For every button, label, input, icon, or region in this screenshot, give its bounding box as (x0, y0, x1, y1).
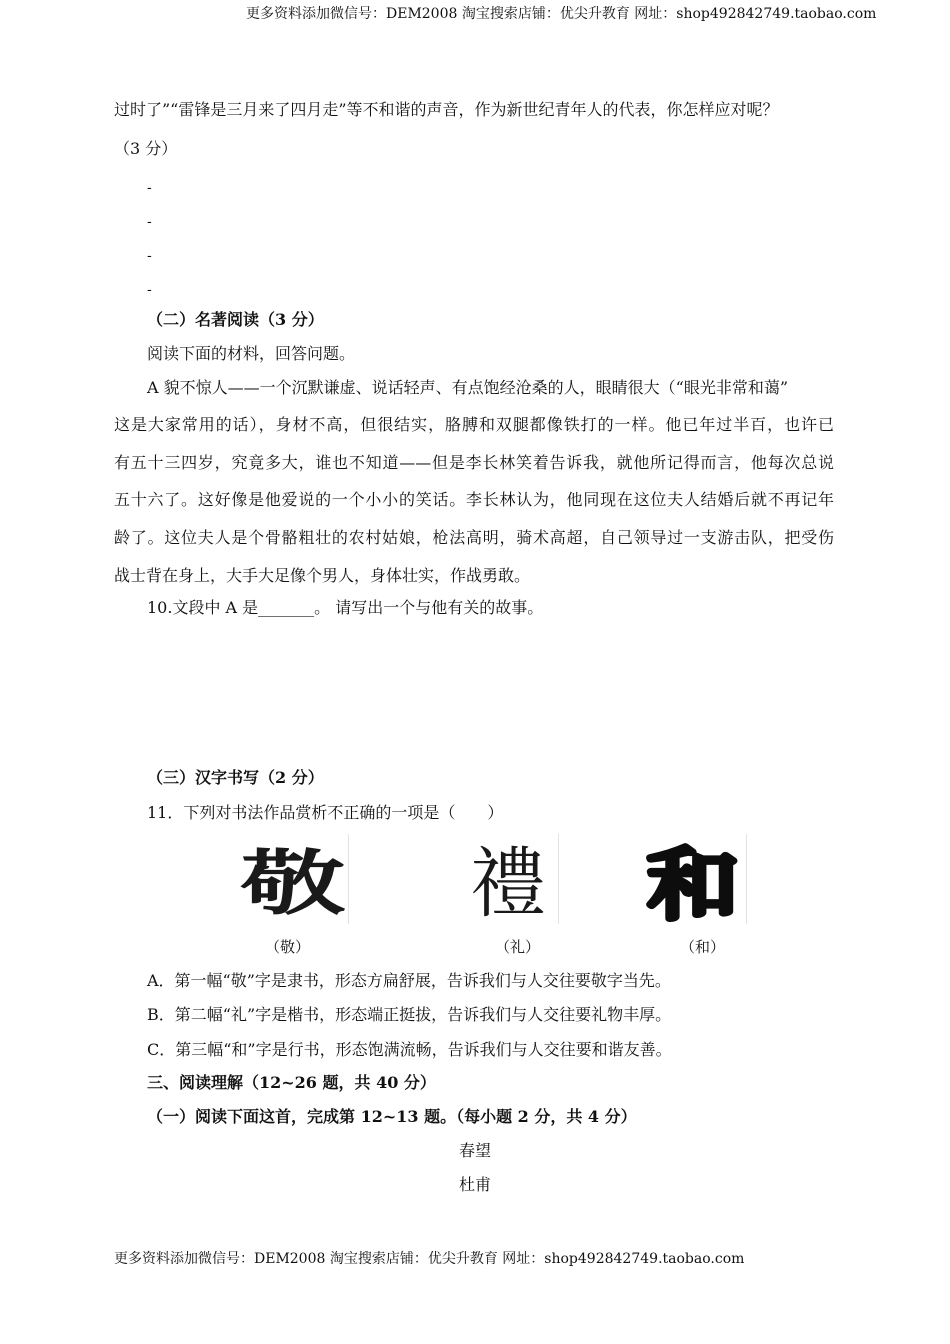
passage-line: 龄了。这位夫人是个骨骼粗壮的农村姑娘，枪法高明，骑术高超，自己领导过一支游击队，把受伤 (114, 528, 834, 547)
section-heading-calligraphy: （三）汉字书写（2 分） (147, 768, 324, 787)
passage-line: 有五十三四岁，究竟多大，谁也不知道——但是李长林笑着告诉我，就他所记得而言，他每次总说 (114, 453, 834, 472)
calligraphy-glyph: 和 (647, 840, 739, 924)
q9-score: （3 分） (114, 139, 178, 158)
part-heading-reading: 三、阅读理解（12~26 题，共 40 分） (147, 1073, 436, 1092)
answer-line: - (147, 248, 152, 264)
caption-li: （礼） (495, 938, 541, 956)
answer-line: - (147, 214, 152, 230)
poem-author: 杜甫 (459, 1175, 492, 1194)
answer-line: - (147, 282, 152, 298)
passage-line: 战士背在身上，大手大足像个男人，身体壮实，作战勇敢。 (114, 566, 531, 585)
poem-title: 春望 (459, 1141, 492, 1160)
question-10: 10.文段中 A 是_______。 请写出一个与他有关的故事。 (147, 598, 544, 617)
calligraphy-he-image (640, 834, 747, 924)
passage-line: 这是大家常用的话），身材不高，但很结实，胳膊和双腿都像铁打的一样。他已年过半百，也许已 (114, 415, 834, 434)
subsection-heading-poem: （一）阅读下面这首，完成第 12~13 题。（每小题 2 分，共 4 分） (147, 1107, 637, 1126)
calligraphy-glyph: 敬 (240, 843, 346, 924)
caption-jing: （敬） (265, 938, 311, 956)
option-b: B．第二幅“礼”字是楷书，形态端正挺拔，告诉我们与人交往要礼物丰厚。 (147, 1005, 672, 1024)
option-a: A．第一幅“敬”字是隶书，形态方扁舒展，告诉我们与人交往要敬字当先。 (147, 971, 671, 990)
passage-line: A 貌不惊人——一个沉默谦虚、说话轻声、有点饱经沧桑的人，眼睛很大（“眼光非常和蔼” (147, 378, 789, 397)
question-11: 11．下列对书法作品赏析不正确的一项是（ ） (147, 803, 504, 822)
reading-instruction: 阅读下面的材料，回答问题。 (147, 344, 356, 363)
passage-line: 五十六了。这好像是他爱说的一个小小的笑话。李长林认为，他同现在这位夫人结婚后就不再记年 (114, 490, 834, 509)
q9-line: 过时了”“雷锋是三月来了四月走”等不和谐的声音，作为新世纪青年人的代表，你怎样应对呢？ (114, 100, 779, 119)
calligraphy-jing-image (238, 834, 349, 924)
calligraphy-glyph: 禮 (470, 839, 546, 924)
answer-line: - (147, 180, 152, 196)
section-heading-classics: （二）名著阅读（3 分） (147, 310, 324, 329)
option-c: C．第三幅“和”字是行书，形态饱满流畅，告诉我们与人交往要和谐友善。 (147, 1040, 672, 1059)
calligraphy-li-image (458, 834, 559, 924)
page-header: 更多资料添加微信号：DEM2008 淘宝搜索店铺：优尖升教育 网址：shop492842749.taobao.com (246, 6, 877, 22)
caption-he: （和） (680, 938, 726, 956)
page-footer: 更多资料添加微信号：DEM2008 淘宝搜索店铺：优尖升教育 网址：shop492842749.taobao.com (114, 1251, 745, 1267)
